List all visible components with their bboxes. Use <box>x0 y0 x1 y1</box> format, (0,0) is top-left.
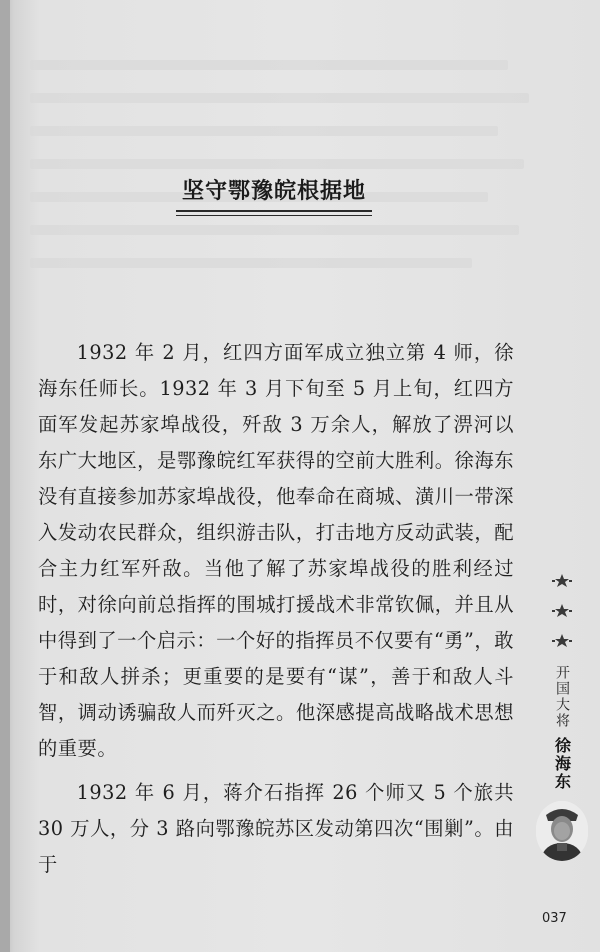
series-title: 开国大将 <box>554 665 570 729</box>
title-underline-thick <box>176 210 372 212</box>
page-number: 037 <box>542 911 567 926</box>
title-underline-thin <box>176 215 372 216</box>
portrait-image <box>536 801 588 861</box>
star-ornament-icon <box>551 603 573 619</box>
bleed-line <box>30 126 498 136</box>
page-gutter-shadow <box>0 0 10 952</box>
bleed-line <box>30 258 472 268</box>
paragraph: 1932 年 2 月，红四方面军成立独立第 4 师，徐海东任师长。1932 年 3 月下旬至 5 月上旬，红四方面军发起苏家埠战役，歼敌 3 万余人，解放了淠河以东广大地区，是鄂豫皖红军获得的空前大胜利。徐海东没有直接参加苏家埠战役，他奉命在商城、潢川一带深入发动农民群众，组织游击队，打击地方反动武装，配合主力红军歼敌。当他了解了苏家埠战役的胜利经过时，对徐向前总指挥的围城打援战术非常钦佩，并且从中得到了一个启示：一个好的指挥员不仅要有“勇”，敢于和敌人拼杀；更重要的是要有“谋”，善于和敌人斗智，调动诱骗敌人而歼灭之。他深感提高战略战术思想的重要。 <box>38 341 514 760</box>
sidebar-label <box>534 573 590 861</box>
star-ornament-icon <box>551 633 573 649</box>
chapter-heading <box>176 176 372 216</box>
bleed-line <box>30 225 519 235</box>
bleed-line <box>30 93 529 103</box>
star-ornament-icon <box>551 573 573 589</box>
body-text <box>38 335 514 891</box>
chapter-title: 坚守鄂豫皖根据地 <box>181 179 366 204</box>
person-name: 徐海东 <box>552 737 572 791</box>
bleed-line <box>30 60 508 70</box>
paragraph: 1932 年 6 月，蒋介石指挥 26 个师又 5 个旅共 30 万人，分 3 路向鄂豫皖苏区发动第四次“围剿”。由于 <box>38 781 514 876</box>
bleed-line <box>30 159 524 169</box>
